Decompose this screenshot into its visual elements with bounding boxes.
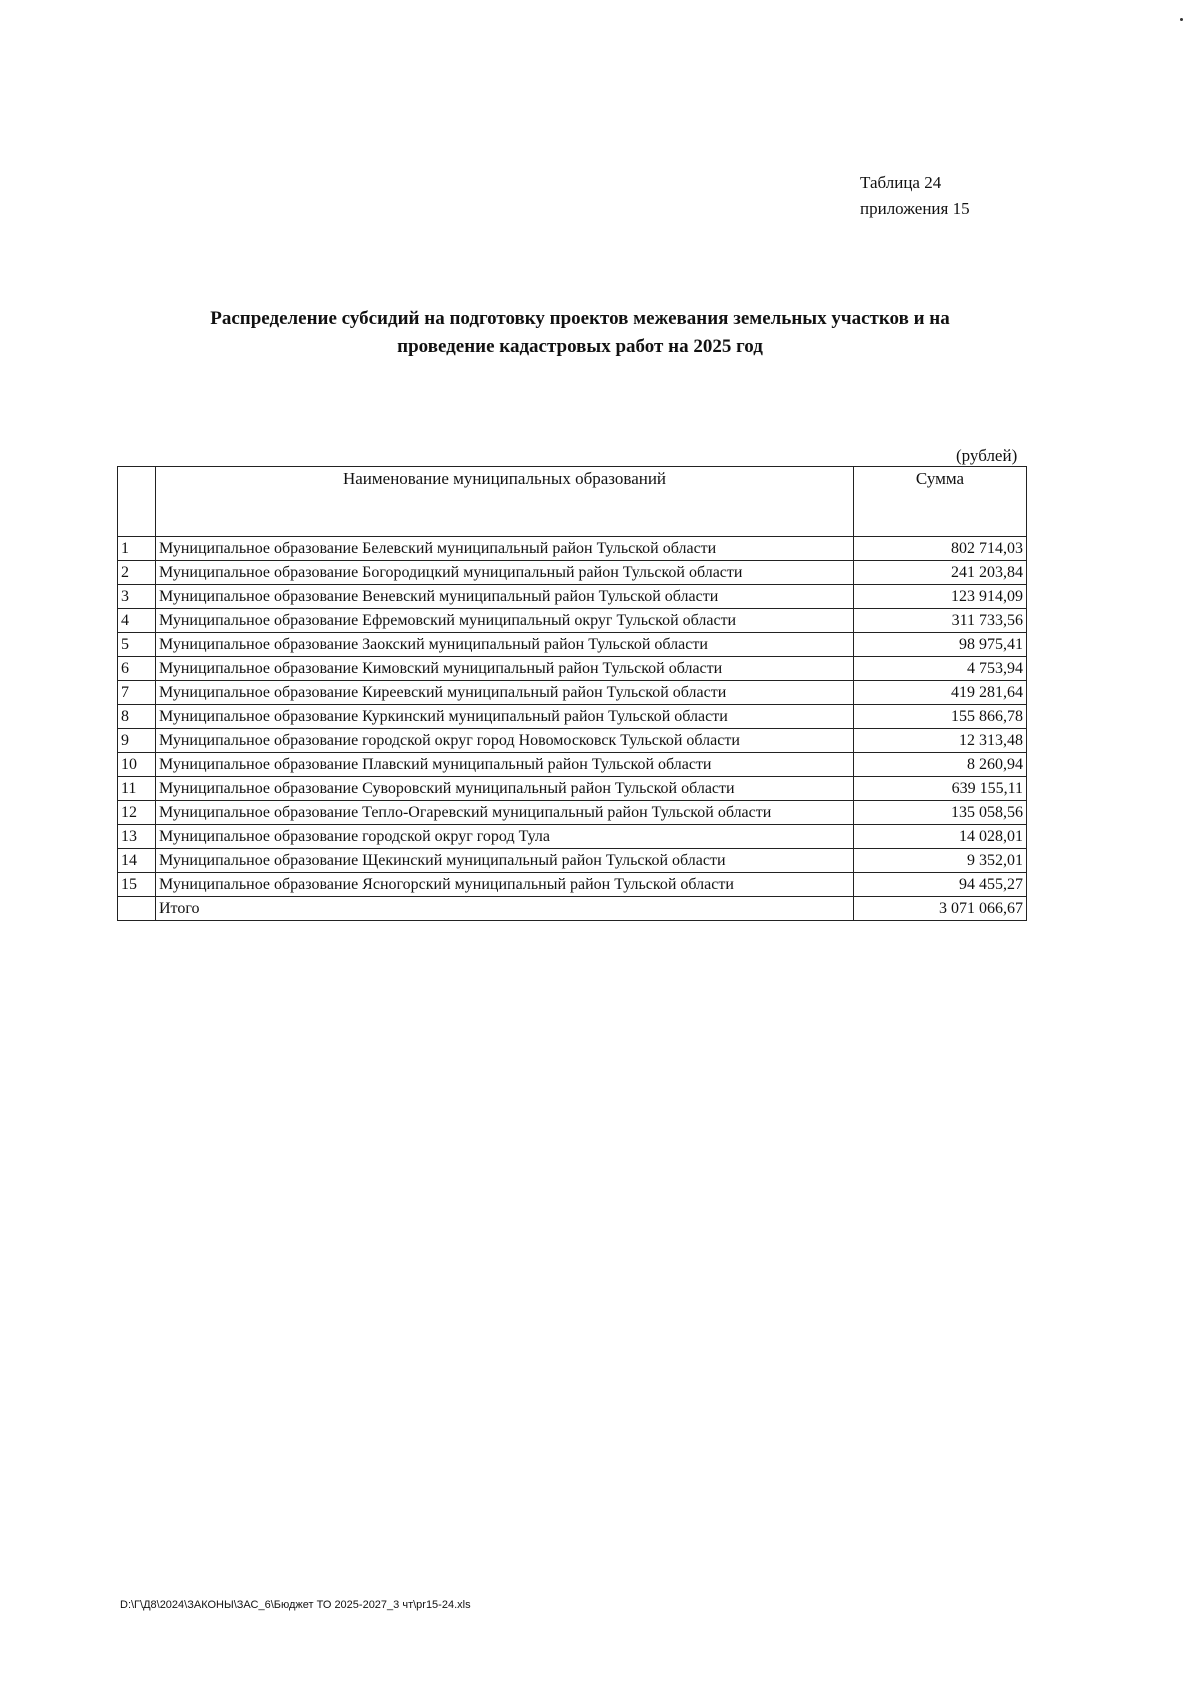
table-row: [118, 633, 1027, 657]
table-row: [118, 537, 1027, 561]
row-number: 10: [118, 753, 156, 777]
subsidy-amount: 12 313,48: [854, 729, 1027, 753]
row-number: 14: [118, 849, 156, 873]
municipality-name: Муниципальное образование Киреевский муниципальный район Тульской области: [156, 681, 854, 705]
caption-table-number: Таблица 24: [860, 173, 942, 192]
table-row: [118, 777, 1027, 801]
subsidy-amount: 639 155,11: [854, 777, 1027, 801]
municipality-name: Муниципальное образование Куркинский муниципальный район Тульской области: [156, 705, 854, 729]
subsidy-amount: 123 914,09: [854, 585, 1027, 609]
table-row: [118, 585, 1027, 609]
subsidy-amount: 98 975,41: [854, 633, 1027, 657]
title-line-1: Распределение субсидий на подготовку проектов межевания земельных участков и на: [210, 308, 950, 329]
header-name-cell: Наименование муниципальных образований: [156, 467, 854, 537]
total-row: [118, 897, 1027, 921]
total-number-cell: [118, 897, 156, 921]
table-row: [118, 729, 1027, 753]
municipality-name: Муниципальное образование Ясногорский муниципальный район Тульской области: [156, 873, 854, 897]
table-row: [118, 609, 1027, 633]
row-number: 13: [118, 825, 156, 849]
municipality-name: Муниципальное образование Тепло-Огаревский муниципальный район Тульской области: [156, 801, 854, 825]
row-number: 3: [118, 585, 156, 609]
subsidy-amount: 8 260,94: [854, 753, 1027, 777]
municipality-name: Муниципальное образование Веневский муниципальный район Тульской области: [156, 585, 854, 609]
table-row: [118, 561, 1027, 585]
row-number: 1: [118, 537, 156, 561]
municipality-name: Муниципальное образование Ефремовский муниципальный округ Тульской области: [156, 609, 854, 633]
municipality-name: Муниципальное образование городской округ город Тула: [156, 825, 854, 849]
table-header-row: [118, 467, 1027, 537]
subsidy-amount: 14 028,01: [854, 825, 1027, 849]
municipality-name: Муниципальное образование Щекинский муниципальный район Тульской области: [156, 849, 854, 873]
file-path: D:\Г\Д8\2024\ЗАКОНЫ\ЗАС_6\Бюджет ТО 2025-2027_3 чт\pr15-24.xls: [120, 1599, 471, 1611]
table-row: [118, 873, 1027, 897]
total-amount: 3 071 066,67: [854, 897, 1027, 921]
row-number: 4: [118, 609, 156, 633]
table-caption: [860, 170, 970, 222]
subsidy-amount: 135 058,56: [854, 801, 1027, 825]
municipality-name: Муниципальное образование городской округ город Новомосковск Тульской области: [156, 729, 854, 753]
municipality-name: Муниципальное образование Заокский муниципальный район Тульской области: [156, 633, 854, 657]
document-title: [120, 305, 1040, 361]
subsidy-table: [117, 466, 1027, 921]
row-number: 5: [118, 633, 156, 657]
table-row: [118, 681, 1027, 705]
table-row: [118, 657, 1027, 681]
subsidy-amount: 4 753,94: [854, 657, 1027, 681]
subsidy-amount: 802 714,03: [854, 537, 1027, 561]
table-row: [118, 753, 1027, 777]
caption-appendix-number: приложения 15: [860, 199, 970, 218]
row-number: 9: [118, 729, 156, 753]
table-row: [118, 705, 1027, 729]
table-row: [118, 849, 1027, 873]
subsidy-amount: 155 866,78: [854, 705, 1027, 729]
subsidy-amount: 419 281,64: [854, 681, 1027, 705]
currency-unit: (рублей): [956, 446, 1018, 465]
subsidy-amount: 241 203,84: [854, 561, 1027, 585]
row-number: 11: [118, 777, 156, 801]
total-label: Итого: [156, 897, 854, 921]
table-row: [118, 801, 1027, 825]
row-number: 12: [118, 801, 156, 825]
subsidy-amount: 311 733,56: [854, 609, 1027, 633]
subsidy-amount: 9 352,01: [854, 849, 1027, 873]
municipality-name: Муниципальное образование Белевский муниципальный район Тульской области: [156, 537, 854, 561]
header-number-cell: [118, 467, 156, 537]
municipality-name: Муниципальное образование Суворовский муниципальный район Тульской области: [156, 777, 854, 801]
row-number: 15: [118, 873, 156, 897]
row-number: 8: [118, 705, 156, 729]
title-line-2: проведение кадастровых работ на 2025 год: [397, 336, 763, 357]
header-sum-cell: Сумма: [854, 467, 1027, 537]
row-number: 7: [118, 681, 156, 705]
table-row: [118, 825, 1027, 849]
municipality-name: Муниципальное образование Богородицкий муниципальный район Тульской области: [156, 561, 854, 585]
row-number: 6: [118, 657, 156, 681]
scan-speck: [1180, 18, 1183, 21]
subsidy-amount: 94 455,27: [854, 873, 1027, 897]
municipality-name: Муниципальное образование Кимовский муниципальный район Тульской области: [156, 657, 854, 681]
row-number: 2: [118, 561, 156, 585]
municipality-name: Муниципальное образование Плавский муниципальный район Тульской области: [156, 753, 854, 777]
